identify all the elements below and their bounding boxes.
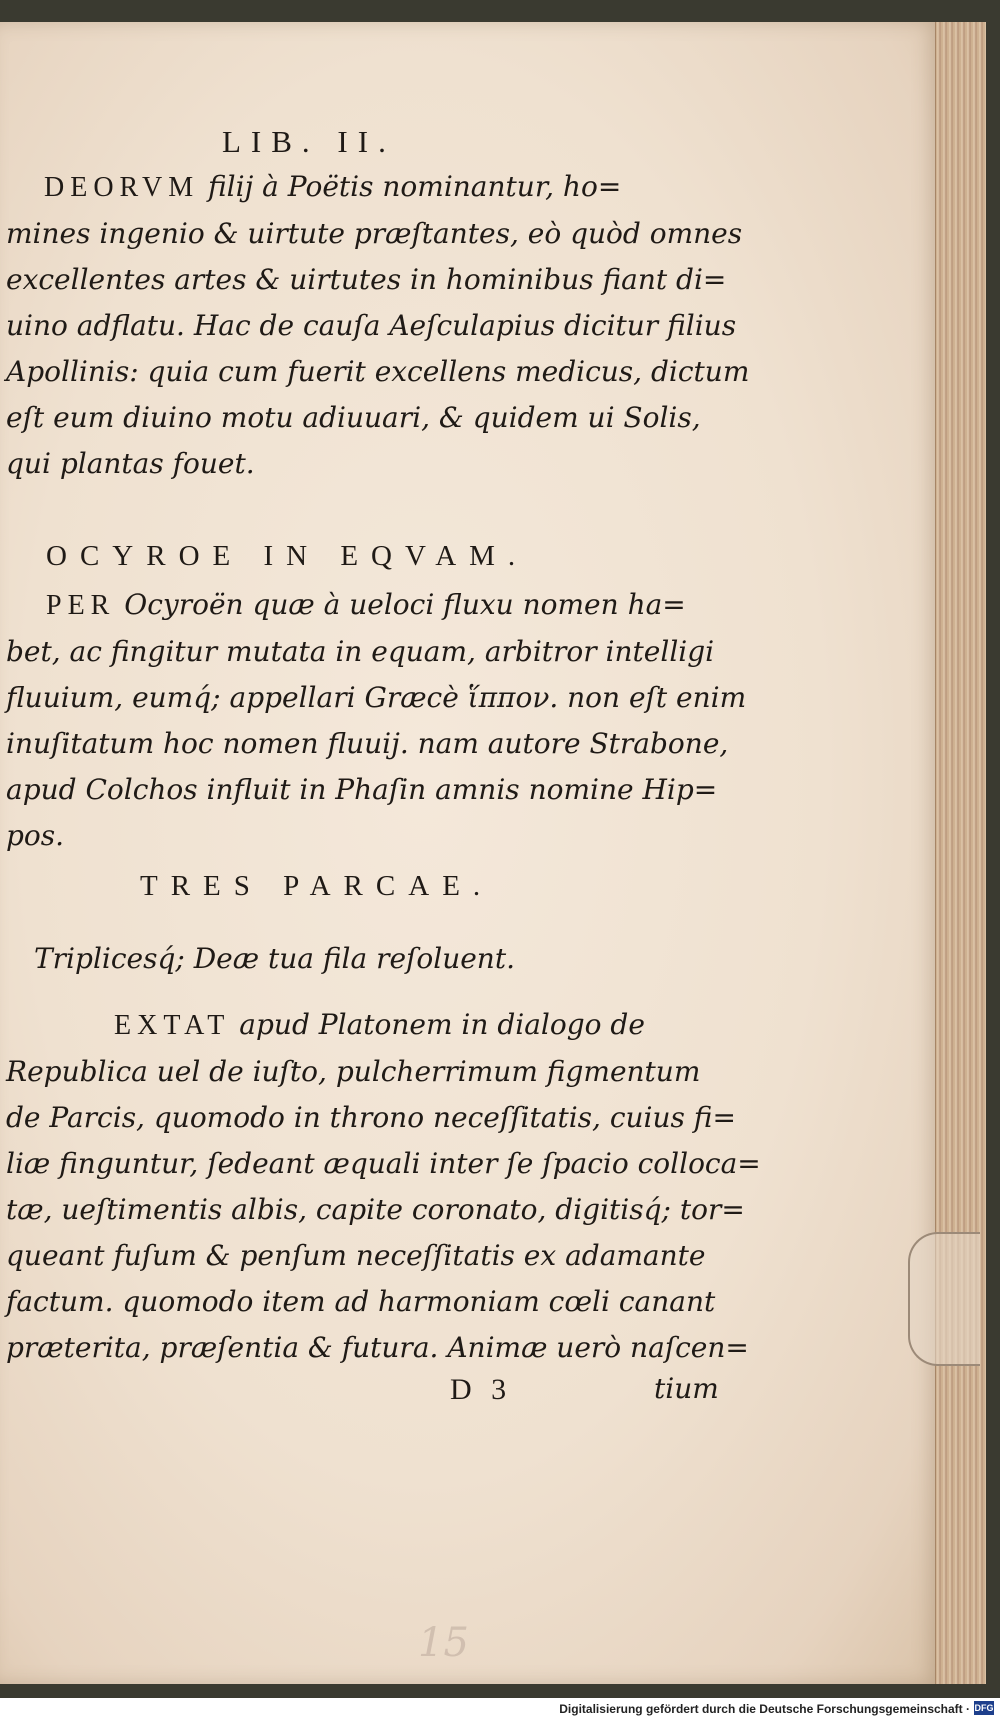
paragraph-3-line-3: de Parcis, quomodo in throno neceſſitatis, cuius fi= (6, 1101, 736, 1134)
paragraph-2-line-4: inuſitatum hoc nomen fluuij. nam autore Strabone, (6, 727, 729, 760)
paragraph-1-line-7: qui plantas fouet. (6, 447, 255, 480)
paragraph-3-line-1 (6, 1002, 696, 1049)
paragraph-2-line-6: pos. (6, 819, 65, 852)
section-heading-ocyroe: OCYROE IN EQVAM. (46, 540, 529, 572)
paragraph-2-line-5: apud Colchos influit in Phaſin amnis nomine Hip= (6, 773, 718, 806)
paragraph-2-lead: PER (46, 590, 116, 621)
section-heading-parcae: TRES PARCAE. (140, 870, 494, 902)
page-clip-outline (908, 1232, 980, 1366)
paragraph-1-line-5: Apollinis: quia cum fuerit excellens medicus, dictum (6, 355, 750, 388)
paragraph-2-line-1-text: Ocyroën quæ à ueloci fluxu nomen ha= (115, 588, 686, 621)
paragraph-1-line-1-text: filij à Poëtis nominantur, ho= (199, 170, 622, 203)
verse-line (34, 936, 724, 982)
page-edges (935, 22, 986, 1684)
paragraph-3-line-6: queant fuſum & penſum neceſſitatis ex adamante (6, 1239, 706, 1272)
running-head: LIB. II. (222, 124, 396, 159)
pencil-folio-mark: 15 (418, 1620, 469, 1666)
signature-mark: D 3 (450, 1373, 513, 1406)
paragraph-3-line-1-text: apud Platonem in dialogo de (230, 1008, 645, 1041)
paragraph-1-line-4: uino adflatu. Hac de cauſa Aeſculapius dicitur filius (6, 309, 737, 342)
paragraph-1-line-1 (6, 164, 696, 211)
paragraph-3-line-8: præterita, præſentia & futura. Animæ uerò naſcen= (6, 1331, 749, 1364)
dfg-logo-icon: DFG (974, 1703, 994, 1713)
paragraph-3-line-4: liæ finguntur, ſedeant æquali inter ſe ſpacio colloca= (6, 1147, 761, 1180)
paragraph-3 (6, 1002, 761, 1371)
paragraph-1-line-3: excellentes artes & uirtutes in hominibus fiant di= (6, 263, 727, 296)
paragraph-3-line-5: tæ, ueſtimentis albis, capite coronato, digitisq́; tor= (6, 1193, 745, 1226)
paragraph-1-line-6: eſt eum diuino motu adiuuari, & quidem ui Solis, (6, 401, 701, 434)
footer-credit: Digitalisierung gefördert durch die Deutsche Forschungsgemeinschaft · (559, 1702, 970, 1716)
paragraph-1-line-2: mines ingenio & uirtute præſtantes, eò quòd omnes (6, 217, 743, 250)
paragraph-2-line-2: bet, ac fingitur mutata in equam, arbitror intelligi (6, 635, 715, 668)
verse-text: Triplicesq́; Deæ tua fila reſoluent. (34, 942, 515, 975)
paragraph-2-line-3: fluuium, eumq́; appellari Græcè ἵππον. non eſt enim (6, 681, 747, 714)
paragraph-2-line-1 (6, 582, 696, 629)
paragraph-1 (6, 164, 750, 487)
paragraph-1-lead: DEORVM (44, 172, 200, 203)
paragraph-3-lead: EXTAT (114, 1010, 231, 1041)
paragraph-3-line-7: factum. quomodo item ad harmoniam cœli canant (6, 1285, 716, 1318)
paragraph-2 (6, 582, 747, 859)
catchword: tium (654, 1372, 719, 1405)
paragraph-3-line-2: Republica uel de iuſto, pulcherrimum figmentum (6, 1055, 701, 1088)
